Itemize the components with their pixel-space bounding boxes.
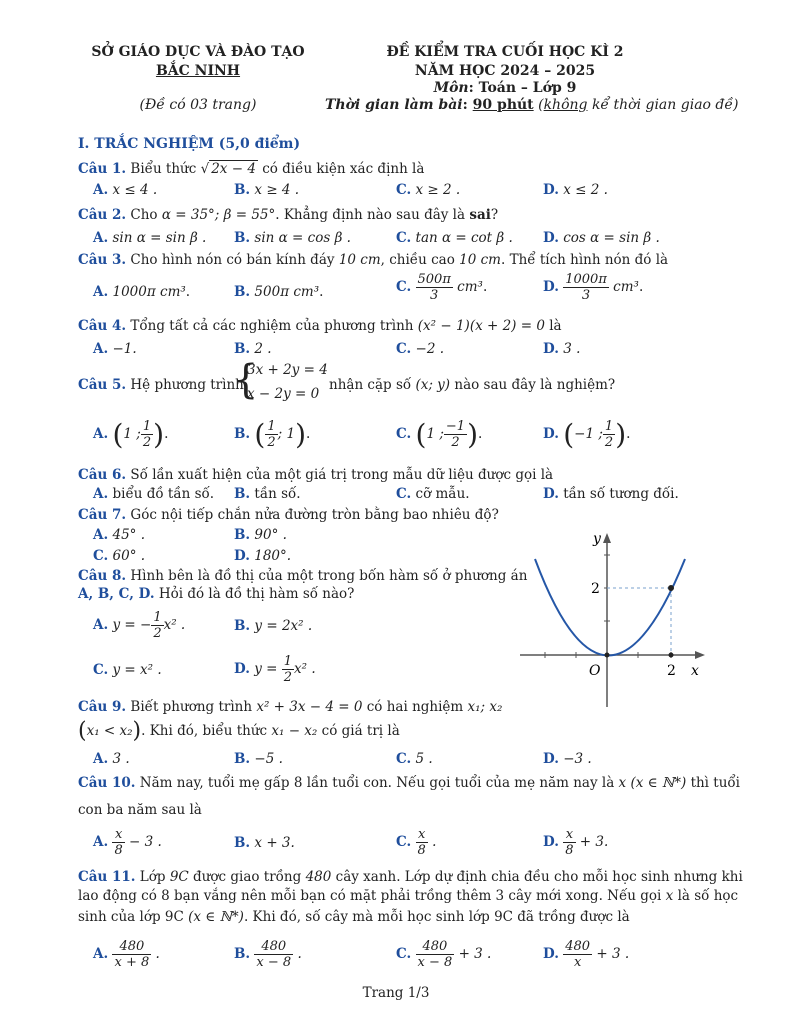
question-11: Câu 11. Lớp 9C được giao trồng 480 cây xanh. Lớp dự định chia đều cho mỗi học sinh nhưng khi [78, 869, 743, 885]
question-text: . Khẳng định nào sau đây là [275, 207, 466, 223]
origin-label: O [589, 663, 601, 679]
question-3 [78, 251, 668, 269]
question-text: Cho hình nón có bán kính đáy [130, 252, 335, 268]
option-c[interactable]: C. $\frac{480}{x - 8}$ + 3 . [396, 939, 492, 970]
option-d[interactable]: D. 180°. [234, 548, 292, 564]
question-text: Năm nay, tuổi mẹ gấp 8 lần tuổi con. Nếu gọi tuổi của mẹ năm nay là [139, 775, 615, 791]
parabola-curve [535, 559, 685, 656]
option-c[interactable]: C. $\frac{500\pi}{3}$ cm³. [396, 272, 488, 303]
option-d[interactable]: D. cos α = sin β . [543, 230, 660, 246]
option-d[interactable]: D. 3 . [543, 341, 581, 357]
question-text: là [549, 318, 562, 334]
option-b[interactable]: B. 2 . [234, 341, 272, 357]
option-a[interactable]: A. y = − $\frac{1}{2}$ x² . [93, 610, 186, 641]
time-note-b: không [543, 97, 588, 113]
question-2 [78, 206, 498, 224]
option-a[interactable]: A. 45° . [93, 527, 145, 543]
subject-line [370, 80, 640, 96]
question-text: có hai nghiệm [366, 699, 464, 715]
option-a[interactable]: A. x ≤ 4 . [93, 182, 158, 198]
option-d[interactable]: D. tần số tương đối. [543, 486, 679, 502]
option-a[interactable]: A. $\frac{480}{x + 8}$ . [93, 939, 160, 970]
question-math: x (x ∈ ℕ*) [618, 775, 687, 791]
question-label: Câu 4. [78, 318, 127, 334]
subject-label: Môn [433, 80, 469, 96]
question-label: Câu 5. [78, 377, 127, 393]
question-9 [78, 698, 502, 716]
question-text: ? [490, 207, 499, 223]
y-axis-arrow [603, 533, 611, 543]
option-b[interactable]: B. −5 . [234, 751, 283, 767]
question-text: Hệ phương trình [130, 377, 244, 393]
option-d[interactable]: D. $\frac{x}{8}$ + 3. [543, 827, 609, 858]
option-c[interactable]: C. tan α = cot β . [396, 230, 513, 246]
time-note-a: ( [533, 97, 544, 113]
time-value: 90 phút [472, 97, 534, 113]
question-math: x² + 3x − 4 = 0 [256, 699, 363, 715]
option-a[interactable]: A. 1000π cm³. [93, 284, 191, 300]
question-1 [78, 160, 424, 178]
question-math: α = 35°; β = 55° [161, 207, 276, 223]
province-name: BẮC NINH [155, 63, 241, 79]
question-label: Câu 1. [78, 161, 127, 177]
option-d[interactable]: D. (−1 ; $\frac{1}{2}$ ). [543, 418, 631, 451]
point-x-2 [669, 653, 674, 658]
option-b[interactable]: B. ( $\frac{1}{2}$ ; 1). [234, 418, 311, 451]
time-colon: : [462, 97, 473, 113]
origin-point [605, 653, 610, 658]
page-count-note: (Đề có 03 trang) [139, 97, 257, 113]
question-label: Câu 3. [78, 252, 127, 268]
y-axis-label: y [593, 531, 601, 547]
question-10 [78, 774, 740, 792]
question-11-line3: sinh của lớp 9C (x ∈ ℕ*). Khi đó, số cây mà mỗi học sinh lớp 9C đã trồng được là [78, 909, 630, 925]
question-label: Câu 8. [78, 568, 127, 584]
question-label: Câu 7. [78, 507, 127, 523]
subject-value: : Toán – Lớp 9 [468, 80, 577, 96]
option-d[interactable]: D. x ≤ 2 . [543, 182, 608, 198]
department-name: SỞ GIÁO DỤC VÀ ĐÀO TẠO [91, 44, 305, 60]
option-b[interactable]: B. sin α = cos β . [234, 230, 351, 246]
question-text: thì tuổi [690, 775, 740, 791]
school-year: NĂM HỌC 2024 – 2025 [414, 63, 596, 79]
question-text: , chiều cao [380, 252, 455, 268]
section-title: I. TRẮC NGHIỆM (5,0 điểm) [78, 136, 301, 152]
option-b[interactable]: B. 500π cm³. [234, 284, 324, 300]
question-label: Câu 6. [78, 467, 127, 483]
question-math: 10 cm [459, 252, 501, 268]
page-footer: Trang 1/3 [362, 985, 430, 1001]
time-line [325, 97, 738, 113]
question-7 [78, 506, 499, 524]
option-d[interactable]: D. −3 . [543, 751, 592, 767]
question-5-tail: nhận cặp số (x; y) nào sau đây là nghiệm? [329, 377, 616, 393]
option-a[interactable]: A. sin α = sin β . [93, 230, 207, 246]
option-b[interactable]: B. $\frac{480}{x - 8}$ . [234, 939, 302, 970]
question-11-line2: lao động có 8 bạn vắng nên mỗi bạn có mặt phải trồng thêm 3 cây mới xong. Nếu gọi x là số học [78, 888, 739, 904]
option-a[interactable]: A. (1 ; $\frac{1}{2}$ ). [93, 418, 169, 451]
option-c[interactable]: C. (1 ; $\frac{-1}{2}$ ). [396, 418, 483, 451]
option-b[interactable]: B. 90° . [234, 527, 287, 543]
question-text: Tổng tất cả các nghiệm của phương trình [130, 318, 414, 334]
option-c[interactable]: C. −2 . [396, 341, 444, 357]
question-text: Biết phương trình [130, 699, 253, 715]
option-c[interactable]: C. $\frac{x}{8}$ . [396, 827, 437, 858]
option-b[interactable]: B. x + 3. [234, 835, 295, 851]
option-a[interactable]: A. $\frac{x}{8}$ − 3 . [93, 827, 162, 858]
point-2-2 [668, 585, 674, 591]
question-9-line2: (x₁ < x₂). Khi đó, biểu thức x₁ − x₂ có giá trị là [78, 718, 400, 744]
question-10-line2: con ba năm sau là [78, 802, 202, 818]
question-label: Câu 10. [78, 775, 136, 791]
question-math: x₁; x₂ [467, 699, 503, 715]
question-math: (x² − 1)(x + 2) = 0 [417, 318, 545, 334]
question-math: 10 cm [338, 252, 381, 268]
question-text: Góc nội tiếp chắn nửa đường tròn bằng bao nhiêu độ? [130, 507, 499, 523]
x-axis-arrow [695, 651, 705, 659]
option-d[interactable]: D. $\frac{1000\pi}{3}$ cm³. [543, 272, 644, 303]
time-label: Thời gian làm bài [325, 97, 463, 113]
question-label: Câu 2. [78, 207, 127, 223]
question-text: Số lần xuất hiện của một giá trị trong mẫu dữ liệu được gọi là [130, 467, 554, 483]
emphasis: sai [469, 207, 491, 223]
question-label: Câu 9. [78, 699, 127, 715]
radical: √ 2x − 4 [200, 161, 256, 177]
option-a[interactable]: A. 3 . [93, 751, 130, 767]
x-axis-label: x [691, 663, 699, 679]
question-text: Cho [130, 207, 158, 223]
option-b[interactable]: B. x ≥ 4 . [234, 182, 300, 198]
option-c[interactable]: C. cỡ mẫu. [396, 486, 470, 502]
question-text: Biểu thức [130, 161, 197, 177]
question-text: . Thể tích hình nón đó là [500, 252, 669, 268]
option-c[interactable]: C. 5 . [396, 751, 433, 767]
question-8-line2: A, B, C, D. Hỏi đó là đồ thị hàm số nào? [78, 586, 355, 602]
option-b[interactable]: B. tần số. [234, 486, 301, 502]
option-d[interactable]: D. $\frac{480}{x}$ + 3 . [543, 939, 630, 970]
x-tick-label: 2 [667, 663, 676, 679]
option-c[interactable]: C. 60° . [93, 548, 146, 564]
question-text: Hình bên là đồ thị của một trong bốn hàm số ở phương án [130, 568, 528, 584]
time-note-c: kể thời gian giao đề) [587, 97, 739, 113]
option-b[interactable]: B. y = 2x² . [234, 618, 313, 634]
option-a[interactable]: A. biểu đồ tần số. [93, 486, 215, 502]
question-6 [78, 466, 553, 484]
option-d[interactable]: D. y = $\frac{1}{2}$ x² . [234, 654, 316, 685]
y-tick-label: 2 [591, 581, 600, 597]
option-c[interactable]: C. y = x² . [93, 662, 162, 678]
question-4 [78, 317, 562, 335]
exam-title: ĐỀ KIỂM TRA CUỐI HỌC KÌ 2 [386, 44, 624, 60]
question-label: Câu 11. [78, 869, 136, 885]
question-5 [78, 376, 244, 394]
question-text: có điều kiện xác định là [262, 161, 425, 177]
question-8 [78, 567, 527, 585]
option-c[interactable]: C. x ≥ 2 . [396, 182, 461, 198]
parabola-graph [515, 525, 715, 710]
option-a[interactable]: A. −1. [93, 341, 137, 357]
